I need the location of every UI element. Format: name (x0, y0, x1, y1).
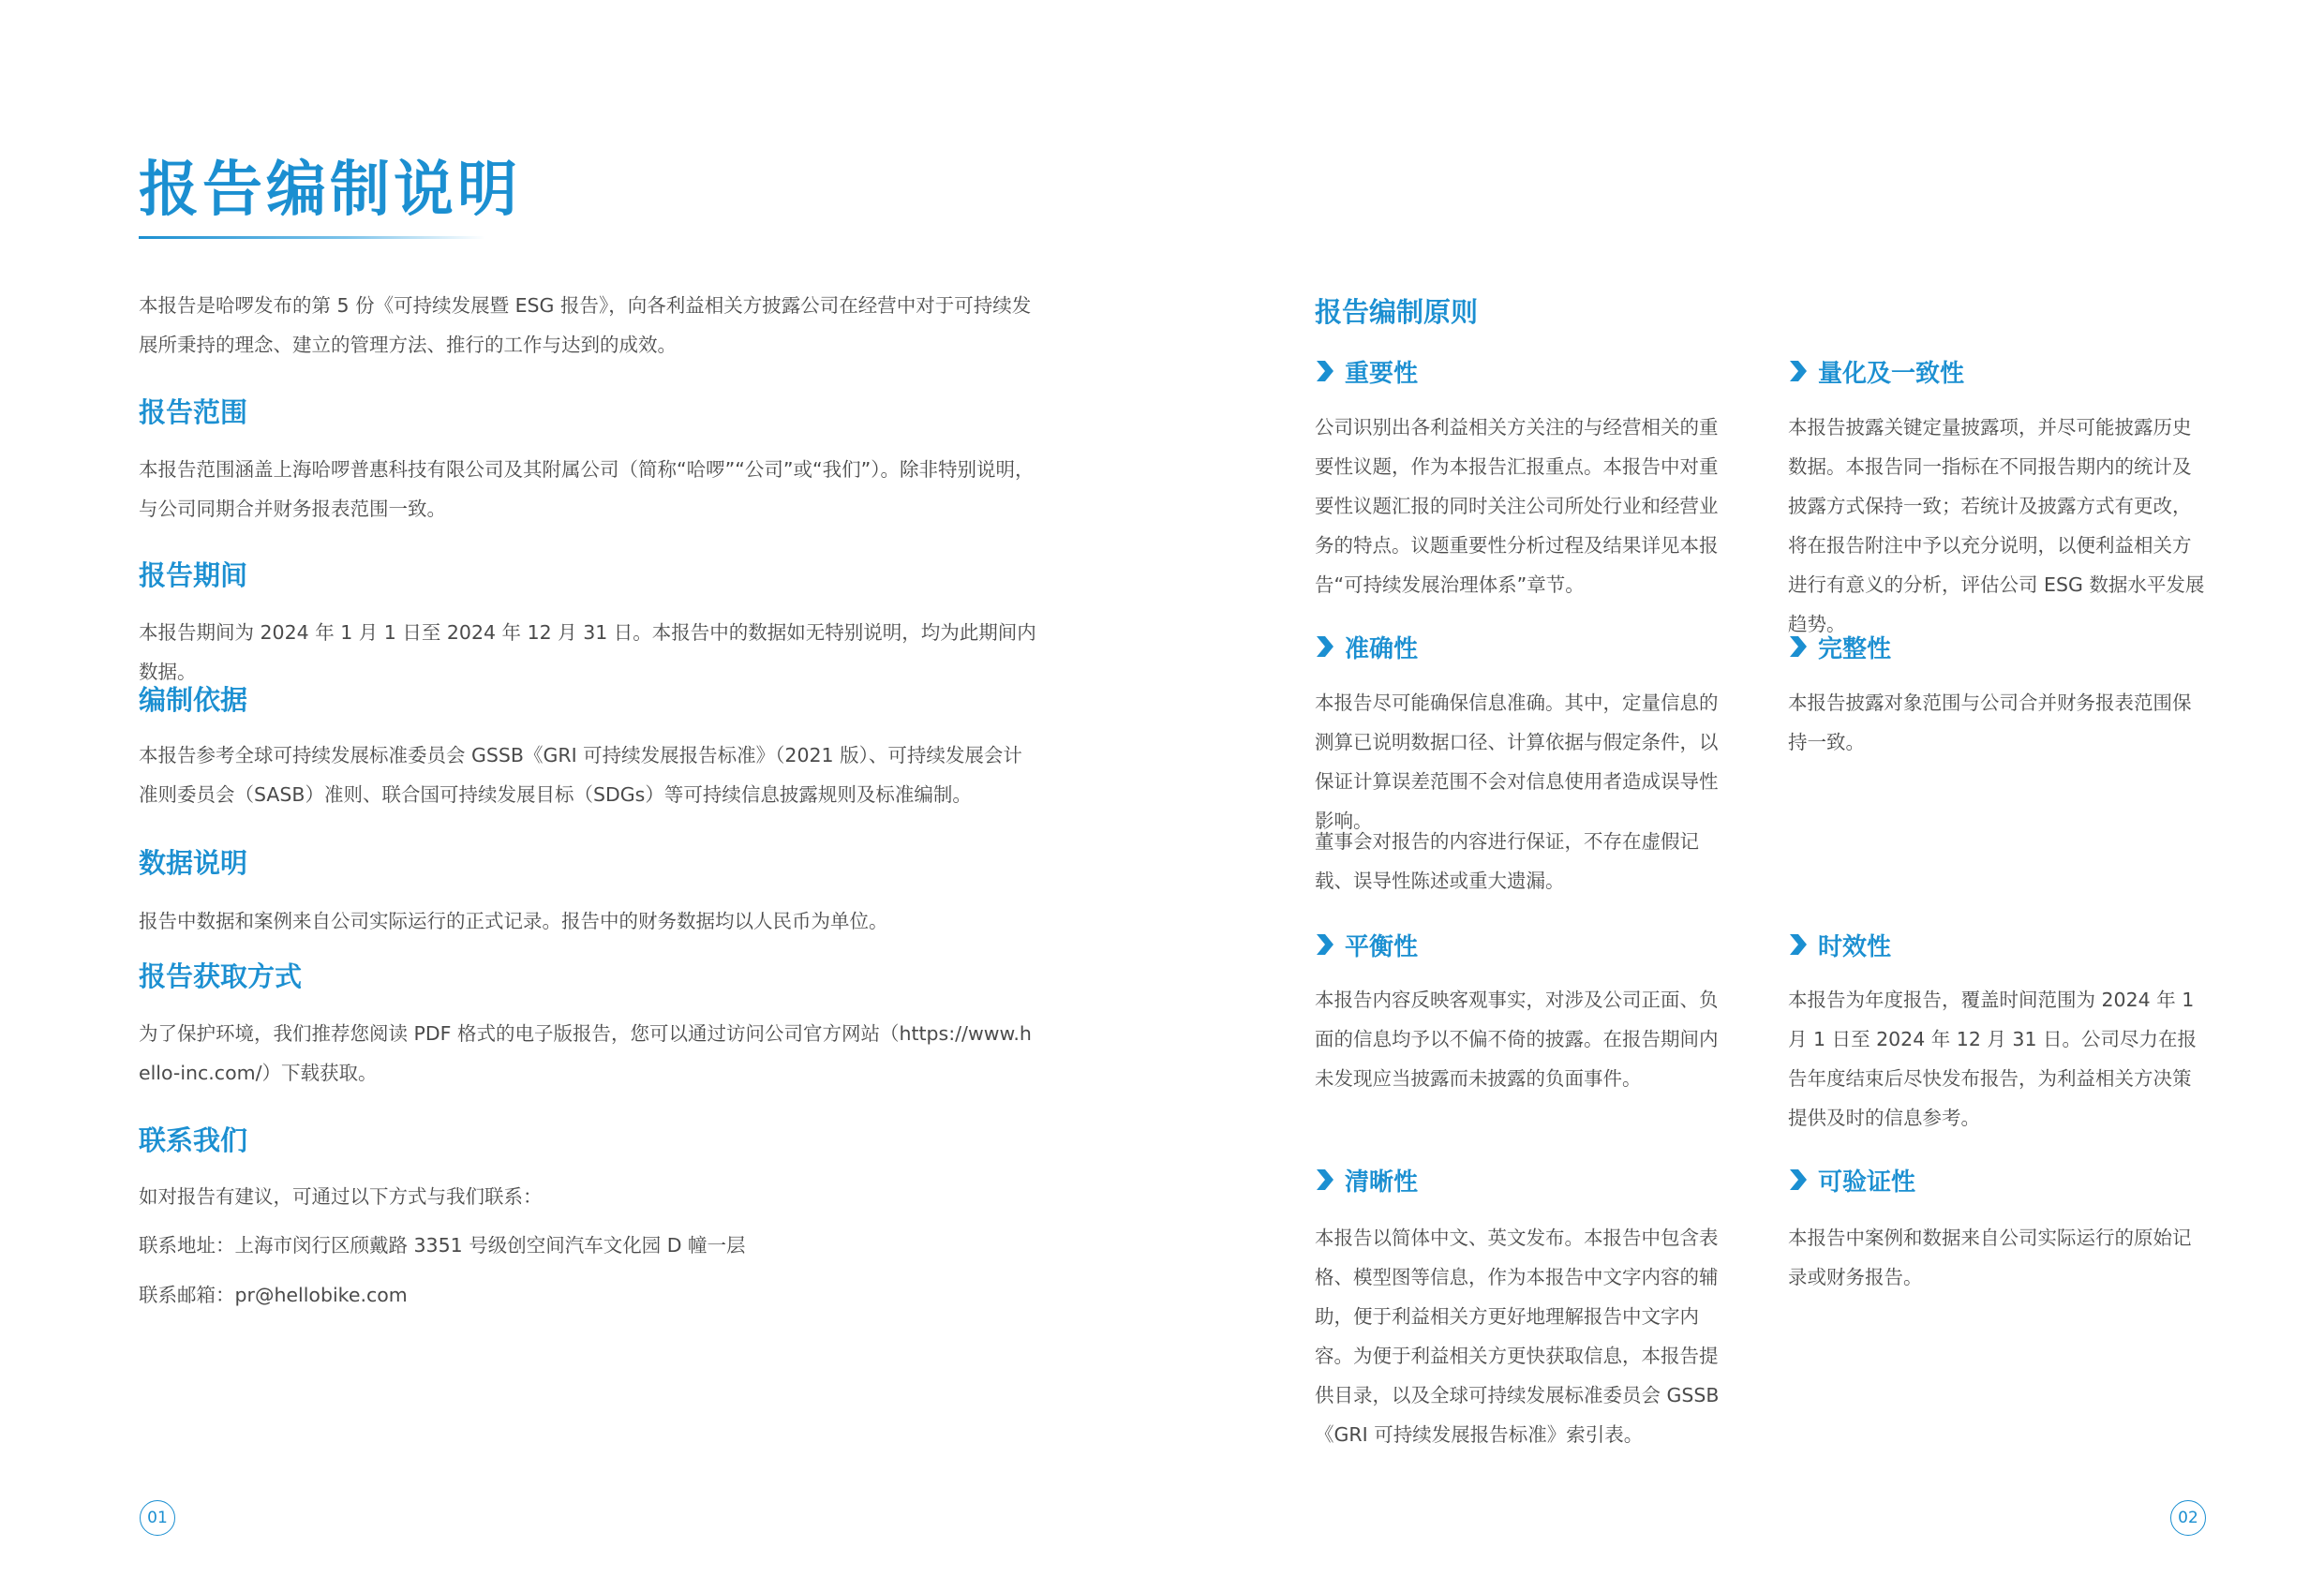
chevron-right-icon (1788, 634, 1809, 659)
principle-text-accuracy: 本报告尽可能确保信息准确。其中，定量信息的测算已说明数据口径、计算依据与假定条件，以保证计算误差范围不会对信息使用者造成误导性影响。 (1315, 692, 1719, 832)
section-title-data: 数据说明 (139, 847, 248, 879)
principle-name-accuracy: 准确性 (1345, 634, 1419, 663)
principle-head-quantitative (1788, 354, 1964, 388)
contact-email: 联系邮箱：pr@hellobike.com (139, 1284, 408, 1306)
principle-name-timeliness: 时效性 (1818, 932, 1892, 961)
intro-text: 本报告是哈啰发布的第 5 份《可持续发展暨 ESG 报告》，向各利益相关方披露公司在经营中对于可持续发展所秉持的理念、建立的管理方法、推行的工作与达到的成效。 (139, 294, 1032, 356)
principle-head-timeliness (1788, 928, 1891, 961)
principle-name-quantitative: 量化及一致性 (1818, 359, 1965, 388)
page-number-right: 02 (2170, 1500, 2206, 1536)
principle-text-quantitative: 本报告披露关键定量披露项，并尽可能披露历史数据。本报告同一指标在不同报告期内的统计及披露方式保持一致；若统计及披露方式有更改，将在报告附注中予以充分说明，以便利益相关方进行有意义的分析，评估公司 ESG 数据水平发展趋势。 (1788, 416, 2205, 635)
principle-text-materiality: 公司识别出各利益相关方关注的与经营相关的重要性议题，作为本报告汇报重点。本报告中对重要性议题汇报的同时关注公司所处行业和经营业务的特点。议题重要性分析过程及结果详见本报告“可持续发展治理体系”章节。 (1315, 416, 1719, 596)
chevron-right-icon (1315, 1168, 1335, 1192)
page-number-left: 01 (140, 1500, 175, 1536)
section-title-basis: 编制依据 (139, 684, 248, 716)
page-title: 报告编制说明 (139, 156, 521, 225)
principle-head-balance (1315, 928, 1418, 961)
principle-name-materiality: 重要性 (1345, 359, 1419, 388)
contact-intro-text: 如对报告有建议，可通过以下方式与我们联系： (139, 1185, 543, 1208)
section-text-data: 报告中数据和案例来自公司实际运行的正式记录。报告中的财务数据均以人民币为单位。 (139, 910, 888, 932)
section-text-period: 本报告期间为 2024 年 1 月 1 日至 2024 年 12 月 31 日。本报告中的数据如无特别说明，均为此期间内数据。 (139, 621, 1036, 683)
principle-head-materiality (1315, 354, 1418, 388)
chevron-right-icon (1315, 634, 1335, 659)
principles-title: 报告编制原则 (1315, 296, 1479, 328)
principle-name-verifiability: 可验证性 (1818, 1168, 1916, 1197)
principle-text-verifiability: 本报告中案例和数据来自公司实际运行的原始记录或财务报告。 (1788, 1227, 2192, 1288)
principle-head-completeness (1788, 630, 1891, 663)
chevron-right-icon (1315, 359, 1335, 383)
principle-head-clarity (1315, 1163, 1418, 1197)
principle-text-clarity: 本报告以简体中文、英文发布。本报告中包含表格、模型图等信息，作为本报告中文字内容的辅助，便于利益相关方更好地理解报告中文字内容。为便于利益相关方更快获取信息，本报告提供目录，以及全球可持续发展标准委员会 GSSB《GRI 可持续发展报告标准》索引表。 (1315, 1227, 1720, 1446)
section-text-access: 为了保护环境，我们推荐您阅读 PDF 格式的电子版报告，您可以通过访问公司官方网站（https://www.hello-inc.com/）下载获取。 (139, 1022, 1032, 1084)
page-title-block (139, 156, 521, 239)
section-text-basis: 本报告参考全球可持续发展标准委员会 GSSB《GRI 可持续发展报告标准》（2021 版）、可持续发展会计准则委员会（SASB）准则、联合国可持续发展目标（SDGs）等可持续信息披露规则及标准编制。 (139, 744, 1022, 806)
section-title-scope: 报告范围 (139, 396, 248, 428)
principle-text-timeliness: 本报告为年度报告，覆盖时间范围为 2024 年 1 月 1 日至 2024 年 12 月 31 日。公司尽力在报告年度结束后尽快发布报告，为利益相关方决策提供及时的信息参考。 (1788, 989, 2197, 1129)
principle-head-verifiability (1788, 1163, 1915, 1197)
principle-text-completeness: 本报告披露对象范围与公司合并财务报表范围保持一致。 (1788, 692, 2192, 753)
section-title-contact: 联系我们 (139, 1124, 248, 1156)
principle-text-accuracy-board: 董事会对报告的内容进行保证，不存在虚假记载、误导性陈述或重大遗漏。 (1315, 830, 1699, 892)
title-underline (139, 236, 485, 239)
section-title-period: 报告期间 (139, 559, 248, 591)
principle-name-clarity: 清晰性 (1345, 1168, 1419, 1197)
chevron-right-icon (1315, 932, 1335, 957)
section-title-access: 报告获取方式 (139, 960, 303, 992)
chevron-right-icon (1788, 359, 1809, 383)
contact-address: 联系地址：上海市闵行区颀戴路 3351 号级创空间汽车文化园 D 幢一层 (139, 1234, 746, 1257)
chevron-right-icon (1788, 1168, 1809, 1192)
section-text-scope: 本报告范围涵盖上海哈啰普惠科技有限公司及其附属公司（简称“哈啰”“公司”或“我们”）。除非特别说明，与公司同期合并财务报表范围一致。 (139, 458, 1035, 520)
principle-head-accuracy (1315, 630, 1418, 663)
chevron-right-icon (1788, 932, 1809, 957)
principle-name-completeness: 完整性 (1818, 634, 1892, 663)
principle-text-balance: 本报告内容反映客观事实，对涉及公司正面、负面的信息均予以不偏不倚的披露。在报告期间内未发现应当披露而未披露的负面事件。 (1315, 989, 1719, 1090)
principle-name-balance: 平衡性 (1345, 932, 1419, 961)
